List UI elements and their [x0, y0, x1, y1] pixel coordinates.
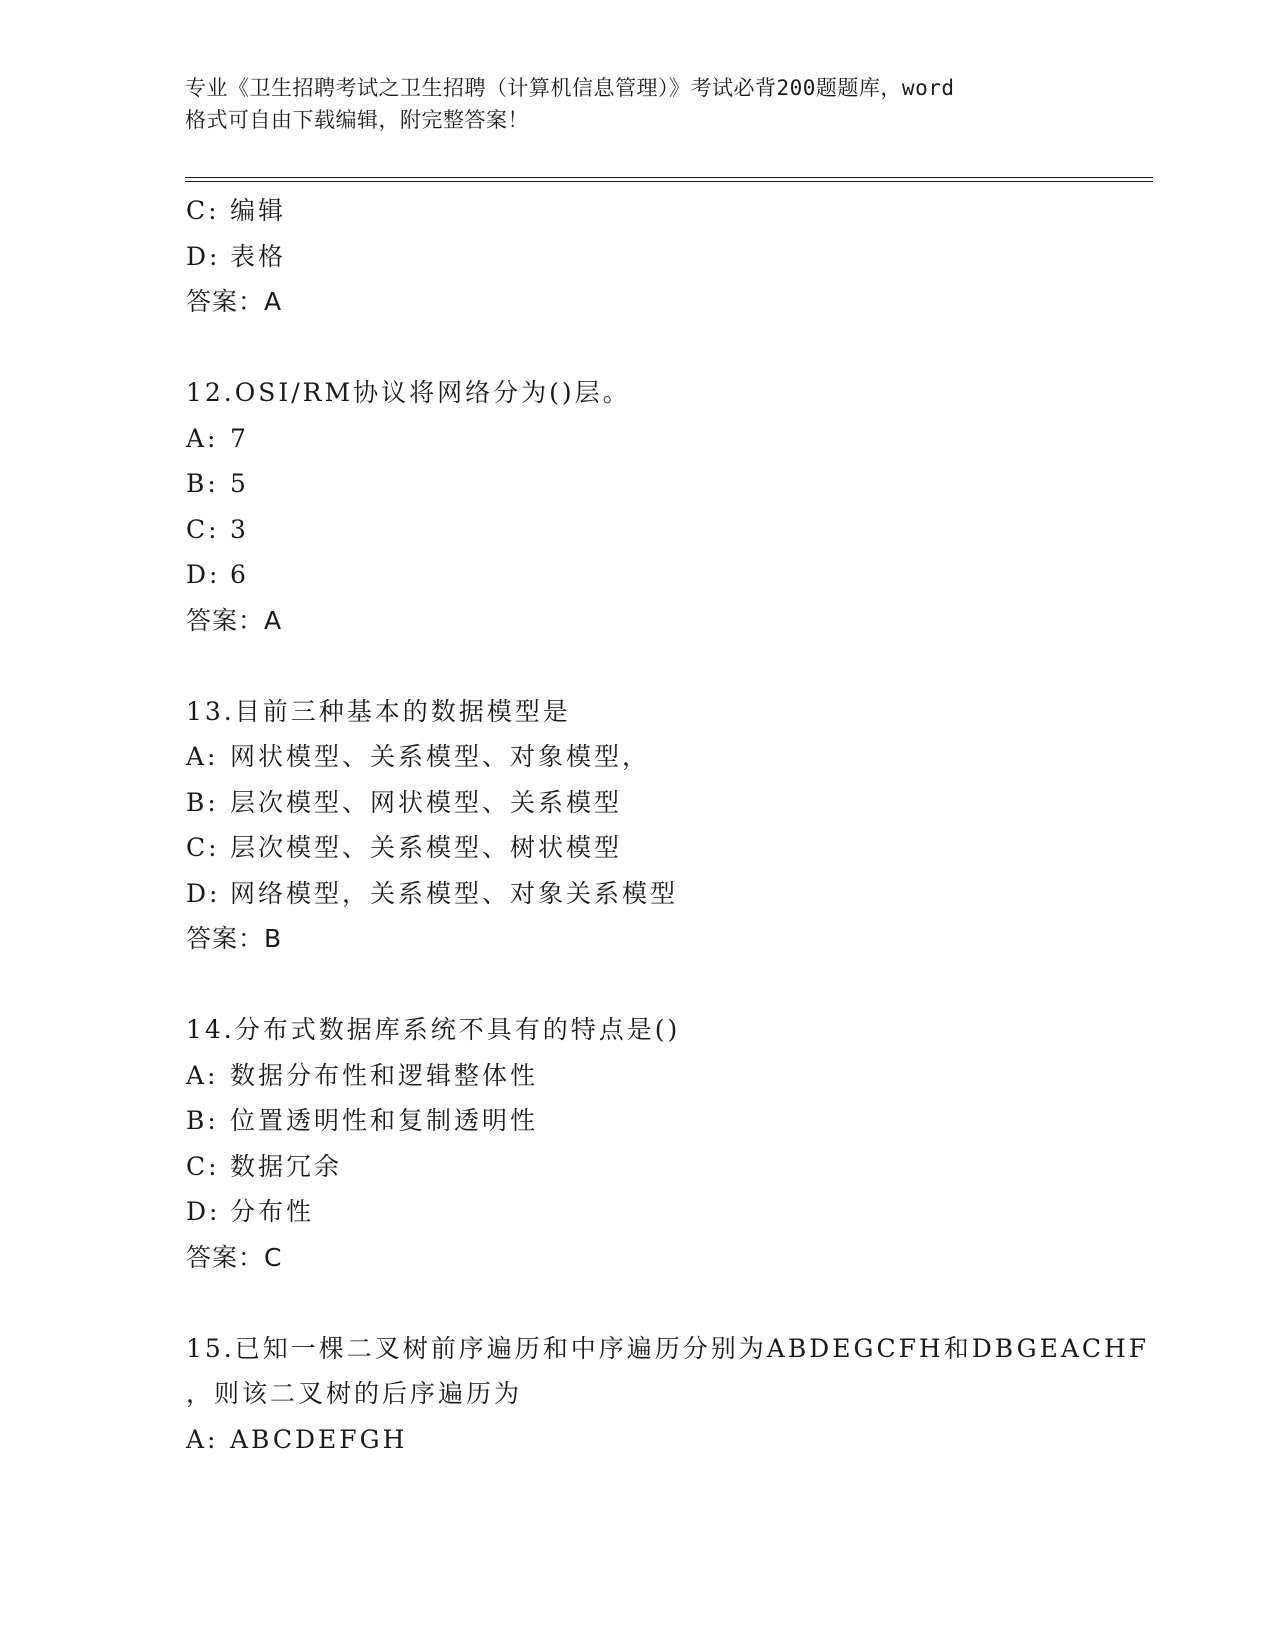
option-label: C: — [186, 1151, 220, 1181]
header-title-line-1: 专业《卫生招聘考试之卫生招聘（计算机信息管理）》考试必背200题题库，word — [185, 76, 955, 100]
question-11-tail — [186, 188, 1146, 325]
option-label: D: — [186, 878, 221, 908]
option-text: 数据冗余 — [230, 1151, 343, 1181]
option-label: B: — [186, 787, 219, 817]
answer-line: 答案：B — [186, 924, 283, 953]
answer-line: 答案：A — [186, 605, 283, 635]
option-c — [186, 1144, 1146, 1190]
option-label: C: — [186, 514, 220, 544]
option-text: 3 — [230, 514, 249, 544]
option-b — [186, 780, 1146, 826]
option-b — [186, 461, 1146, 507]
option-text: 位置透明性和复制透明性 — [230, 1106, 539, 1135]
option-label: C: — [186, 196, 220, 225]
spacer — [186, 325, 1146, 371]
option-d — [186, 234, 1146, 280]
option-label: D: — [186, 241, 221, 271]
option-text: 网络模型，关系模型、对象关系模型 — [230, 878, 679, 908]
option-text: 6 — [230, 560, 249, 589]
answer-line: 答案：A — [186, 287, 283, 316]
question-15 — [186, 1326, 1150, 1463]
option-label: D: — [186, 560, 221, 589]
question-list — [186, 188, 1150, 1462]
option-text: 网状模型、关系模型、对象模型， — [230, 742, 651, 771]
question-text: 13.目前三种基本的数据模型是 — [186, 696, 571, 726]
question-text-line-1: 15.已知一棵二叉树前序遍历和中序遍历分别为ABDEGCFH和DBGEACHF — [186, 1333, 1150, 1363]
option-label: C: — [186, 833, 220, 862]
option-label: A: — [186, 742, 219, 771]
option-label: D: — [186, 1197, 221, 1226]
option-c — [186, 825, 1146, 871]
spacer — [186, 962, 1146, 1008]
spacer — [186, 1280, 1146, 1326]
spacer — [186, 643, 1146, 689]
option-text: 分布性 — [230, 1197, 315, 1226]
option-a — [186, 1417, 1146, 1463]
option-text: ABCDEFGH — [230, 1424, 408, 1454]
option-label: A: — [186, 423, 219, 453]
header-title-line-2: 格式可自由下载编辑，附完整答案！ — [185, 108, 529, 132]
option-b — [186, 1098, 1146, 1144]
document-header — [185, 72, 1085, 136]
option-a — [186, 734, 1146, 780]
option-text: 编辑 — [230, 196, 287, 225]
option-d — [186, 552, 1146, 598]
header-double-rule — [185, 177, 1153, 182]
option-d — [186, 1189, 1146, 1235]
option-label: A: — [186, 1060, 219, 1090]
option-c — [186, 188, 1146, 234]
option-text: 5 — [230, 469, 249, 498]
answer-line: 答案：C — [186, 1242, 283, 1272]
option-a — [186, 1053, 1146, 1099]
question-14 — [186, 1007, 1146, 1280]
option-label: B: — [186, 469, 219, 498]
option-text: 层次模型、关系模型、树状模型 — [230, 833, 623, 862]
question-13 — [186, 689, 1146, 962]
question-12 — [186, 370, 1146, 643]
option-text: 数据分布性和逻辑整体性 — [230, 1060, 539, 1090]
option-label: A: — [186, 1424, 219, 1454]
option-c — [186, 507, 1146, 553]
option-label: B: — [186, 1106, 219, 1135]
option-d — [186, 871, 1146, 917]
option-text: 层次模型、网状模型、关系模型 — [230, 787, 623, 817]
option-text: 表格 — [230, 241, 287, 271]
option-a — [186, 416, 1146, 462]
question-text-line-2: ，则该二叉树的后序遍历为 — [186, 1379, 523, 1408]
question-text: 12.OSI/RM协议将网络分为()层。 — [186, 378, 631, 407]
option-text: 7 — [230, 423, 249, 453]
question-text: 14.分布式数据库系统不具有的特点是() — [186, 1015, 681, 1044]
